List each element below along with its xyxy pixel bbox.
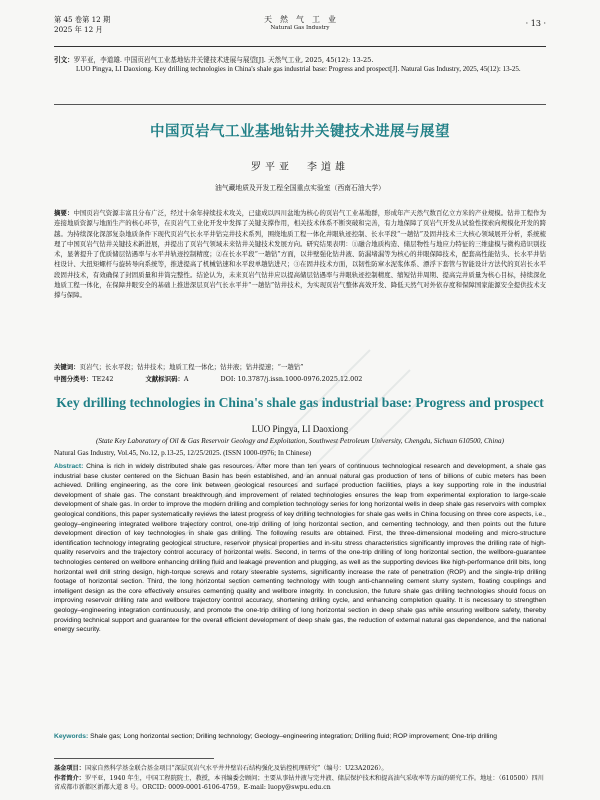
abstract-en-label: Abstract: (54, 463, 84, 470)
doc-code: A (183, 375, 189, 383)
journal-name-en: Natural Gas Industry (270, 25, 330, 31)
volume-issue: 第 45 卷第 12 期 (54, 15, 111, 24)
keywords-cn (54, 362, 546, 372)
doc-code-label: 文献标识码： (145, 375, 184, 383)
keywords-en-text: Shale gas; Long horizontal section; Drilling technology; Geology–engineering integration; Drilling fluid; ROP improvement; One-trip drilling (90, 733, 497, 740)
paper-title-en: Key drilling technologies in China's shale gas industrial base: Progress and prospect (56, 395, 544, 410)
abstract-cn-text: 中国页岩气资源丰富且分布广泛，经过十余年持续技术攻关，已建成以四川盆地为核心的页岩气工业基地群，形成年产天然气数百亿立方米的产业规模。钻井工程作为连接地质资源与地面生产的核心环节，在页岩气工业化开发中发挥了关键支撑作用，相关技术体系不断突破和完善，有力地保障了页岩气开发从试验性探索向规模化开发的跨越。为持续深化深部复杂地质条件下现代页岩气长水平井钻完井技术系列，围绕地质工程一体化井眼轨迹控制、长水平段“一趟钻”及固井技术三大核心领域展开分析，系统梳理了中国页岩气钻井关键技术新进展，并提出了页岩气领域未来钻井关键技术发展方向。研究结果表明：①融合地质构造、储层物性与地应力特征的三维建模与微构造识别技术，显著提升了优质储层钻遇率与水平井轨迹控制精度；②在长水平段“一趟钻”方面，以井壁强化钻井液、防漏堵漏等为核心的井眼保障技术，配套高性能钻头、长水平井钻柱设计、大扭矩螺杆与旋转导向系统等，推进提高了机械钻速和水平段单趟钻进尺；③在固井技术方面，以韧性防窜水泥浆体系、漂浮下套管与智能设计方法代的页岩长水平段固井技术，有效确保了封固质量和井筒完整性。结论认为，未来页岩气钻井应以提高储层钻遇率与井眼轨迹控制精度、缩短钻井周期、提高完井质量为核心目标，持续深化地质工程一体化，在保障井眼安全的基础上推进深层页岩气长水平井“一趟钻”钻井技术，为实现页岩气整体高效开发、降低天然气对外依存度和保障国家能源安全提供技术支撑与保障。 (54, 209, 547, 300)
doi[interactable]: DOI: 10.3787/j.issn.1000-0976.2025.12.002 (220, 375, 363, 383)
authors-cn: 罗平亚 李道雄 (251, 162, 349, 173)
keywords-en-label: Keywords: (54, 733, 89, 740)
abstract-en (54, 462, 546, 635)
affiliation-en: (State Key Laboratory of Oil & Gas Reservoir Geology and Exploitation, Southwest Petroleum University, Chengdu, Sichuan 610500, China) (96, 437, 504, 445)
keywords-cn-label: 关键词： (54, 363, 80, 371)
citation-label: 引文： (54, 56, 74, 64)
running-header-center (0, 14, 600, 32)
footnotes (54, 764, 546, 793)
keywords-en (54, 732, 546, 742)
paper-title-cn: 中国页岩气工业基地钻井关键技术进展与展望 (150, 124, 450, 140)
footnote-divider (54, 758, 214, 759)
author-bio-text: 罗平亚，1940 年生，中国工程院院士，教授，本刊编委会顾问；主要从事钻井液与完井液、储层保护技术和提高油气采收率等方面的研究工作。地址：（610500）四川省成都市新都区新都大道 8 号。ORCID: 0009-0001-6106-4759。E-mail: luopy@swpu.edu.cn (54, 774, 544, 792)
funding-note (54, 764, 546, 774)
citation-en: LUO Pingya, LI Daoxiong. Key drilling technologies in China's shale gas industrial base: Progress and prospect[J]. Natural Gas Industry, 2025, 45(12): 13-25. (76, 65, 521, 74)
classification-line (54, 374, 546, 384)
clc-label: 中图分类号： (54, 375, 93, 383)
abstract-cn-label: 摘要： (54, 209, 74, 217)
page-number: · 13 · (525, 19, 546, 28)
abstract-cn (54, 208, 546, 301)
author-bio-label: 作者简介： (54, 774, 85, 782)
funding-text: 国家自然科学基金联合基金项目“深层页岩气水平井井壁岩石结构强化及钻控机理研究”（编号：U23A2026）。 (84, 765, 388, 772)
affiliation-cn: 油气藏地质及开发工程全国重点实验室（西南石油大学） (215, 184, 385, 192)
funding-label: 基金项目： (54, 765, 85, 772)
header-divider (54, 46, 546, 47)
journal-name-cn: 天 然 气 工 业 (264, 15, 336, 24)
citation-cn: 罗平亚，李道雄. 中国页岩气工业基地钻井关键技术进展与展望[J]. 天然气工业, 2025, 45(12): 13-25. (73, 56, 374, 64)
citation-block (54, 56, 546, 75)
abstract-en-text: China is rich in widely distributed shale gas resources. After more than ten years of continuous technological research and development, a shale gas industrial base cluster centered on the Sichuan Basin has been established, and an annual natural gas production of tens of billions of cubic meters has been achieved. Drilling engineering, as the core link between geological resources and surface production facilities, plays a key supporting role in the industrial development of shale gas. The constant breakthrough and improvement of related technologies ensures the leap from experimental exploration to large-scale development of shale gas. In order to improve the modern drilling and completion technology series for long horizontal wells in deep shale gas reservoirs with complex geological conditions, this paper systematically reviews the latest progress of key drilling technologies for shale gas wells in China focusing on three core aspects, i.e., geology–engineering integrated wellbore trajectory control, one-trip drilling of long horizontal section, and cementing technology, and then points out the future development direction of key technologies in shale gas drilling. The following results are obtained. First, the three-dimensional modeling and micro-structure identification technology integrating geological structure, reservoir physical properties and in-situ stress characteristics significantly improves the drilling rate of high-quality reservoirs and the trajectory control accuracy of horizontal wells. Second, in terms of the one-trip drilling of long horizontal section, the wellbore-guarantee technologies centered on wellbore enhancing drilling fluid and leakage prevention and plugging, as well as the supporting devices like high-performance drill bits, long horizontal well drill string design, high-torque screws and rotary steerable systems, significantly increase the rate of penetration (ROP) and the single-trip drilling footage of horizontal section. Third, the long horizontal section cementing technology with tough anti-channeling cement slurry system, floating couplings and intelligent design as the core effectively ensures cementing quality and wellbore integrity. In conclusion, the future shale gas drilling technologies should focus on improving reservoir drilling rate and wellbore trajectory control accuracy, shortening drilling cycle, and enhancing completion quality. It is necessary to strengthen geology–engineering integration continuously, and promote the one-trip drilling of long horizontal section in deep shale gas while ensuring wellbore safety, thereby providing technical support and guarantee for the overall efficient development of deep shale gas, the reduction of external natural gas dependence, and the national energy security. (54, 463, 546, 634)
journal-info-en: Natural Gas Industry, Vol.45, No.12, p.13-25, 12/25/2025. (ISSN 1000-0976; In Chinese) (54, 449, 312, 457)
authors-en: LUO Pingya, LI Daoxiong (251, 424, 349, 434)
keywords-cn-text: 页岩气；长水平段；钻井技术；地质工程一体化；钻井液；钻井提速；“一趟钻” (79, 363, 304, 371)
clc-code: TE242 (92, 375, 114, 383)
author-bio (54, 774, 546, 793)
citation-divider (54, 104, 546, 105)
issue-date: 2025 年 12 月 (54, 25, 103, 34)
